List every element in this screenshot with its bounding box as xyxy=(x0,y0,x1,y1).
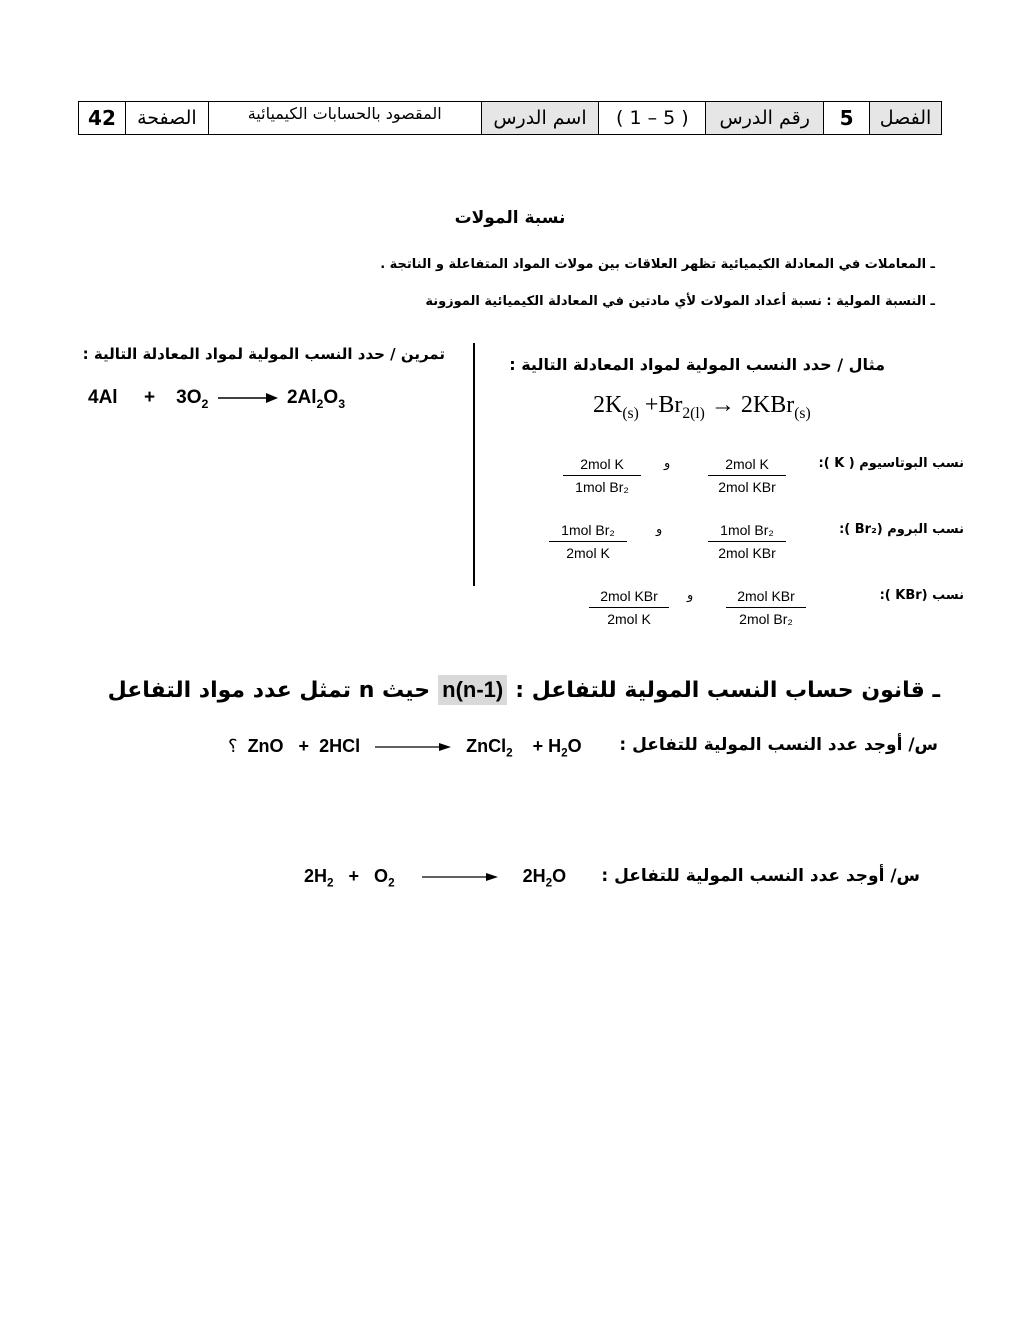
connector-and: و xyxy=(664,456,671,471)
page-label: الصفحة xyxy=(125,102,208,134)
ratio-kbr-k: 2mol KBr 2mol K xyxy=(589,588,669,627)
lesson-name-label: اسم الدرس xyxy=(481,102,599,134)
exercise-equation: 4Al + $3O_2$ $2Al_2O_3$ xyxy=(88,387,346,411)
lesson-number-value: ( 1 – 5 ) xyxy=(598,102,705,134)
question-1-equation: ؟ ZnO + 2HCl ZnCl$_2$ + $H_2O$ xyxy=(228,736,582,760)
ratio-br2-kbr: 1mol Br₂ 2mol KBr xyxy=(708,522,786,561)
mole-ratio-law xyxy=(108,675,940,705)
lesson-number-label: رقم الدرس xyxy=(705,102,823,134)
ratio-label-bromine: نسب البروم (Br₂ ): xyxy=(839,522,964,537)
exercise-heading: تمرين / حدد النسب المولية لمواد المعادلة التالية : xyxy=(82,345,445,363)
example-equation: $2K_{(s)} +Br_{2(l)} \to 2KBr_{(s)}$ xyxy=(593,392,811,422)
chapter-label: الفصل xyxy=(869,102,941,134)
question-1-text: س/ أوجد عدد النسب المولية للتفاعل : xyxy=(619,735,938,755)
definition-coefficients: ـ المعاملات في المعادلة الكيميائية تظهر العلاقات بين مولات المواد المتفاعلة و الناتجة . xyxy=(380,257,935,272)
definition-mole-ratio: ـ النسبة المولية : نسبة أعداد المولات لأي مادتين في المعادلة الكيميائية الموزونة xyxy=(425,294,935,309)
connector-and: و xyxy=(687,588,694,603)
question-2-equation: $2H_2 + O_2$ $2H_2O$ xyxy=(304,866,567,890)
question-2-text: س/ أوجد عدد النسب المولية للتفاعل : xyxy=(601,866,920,886)
lesson-header-table xyxy=(78,101,942,135)
page-number: 42 xyxy=(88,106,116,130)
reaction-arrow-icon xyxy=(218,392,278,404)
lesson-name-value: المقصود بالحسابات الكيميائية xyxy=(208,102,481,134)
ratio-label-potassium: نسب البوتاسيوم ( K ): xyxy=(818,456,964,471)
law-formula: n(n-1) xyxy=(438,675,507,705)
chapter-number: 5 xyxy=(823,102,869,134)
ratio-br2-k: 1mol Br₂ 2mol K xyxy=(549,522,627,561)
ratio-kbr-br2: 2mol KBr 2mol Br₂ xyxy=(726,588,806,627)
ratio-k-br2: 2mol K 1mol Br₂ xyxy=(563,456,641,495)
connector-and: و xyxy=(656,522,663,537)
ratio-k-kbr: 2mol K 2mol KBr xyxy=(708,456,786,495)
page-title: نسبة المولات xyxy=(454,208,566,228)
reaction-arrow-icon xyxy=(375,741,451,753)
column-divider xyxy=(473,343,475,586)
reaction-arrow-icon xyxy=(422,871,498,883)
ratio-label-kbr: نسب (KBr ): xyxy=(879,588,964,603)
law-suffix: حيث n تمثل عدد مواد التفاعل xyxy=(107,677,431,703)
example-heading: مثال / حدد النسب المولية لمواد المعادلة التالية : xyxy=(509,355,885,374)
law-prefix: ـ قانون حساب النسب المولية للتفاعل : xyxy=(515,677,940,703)
